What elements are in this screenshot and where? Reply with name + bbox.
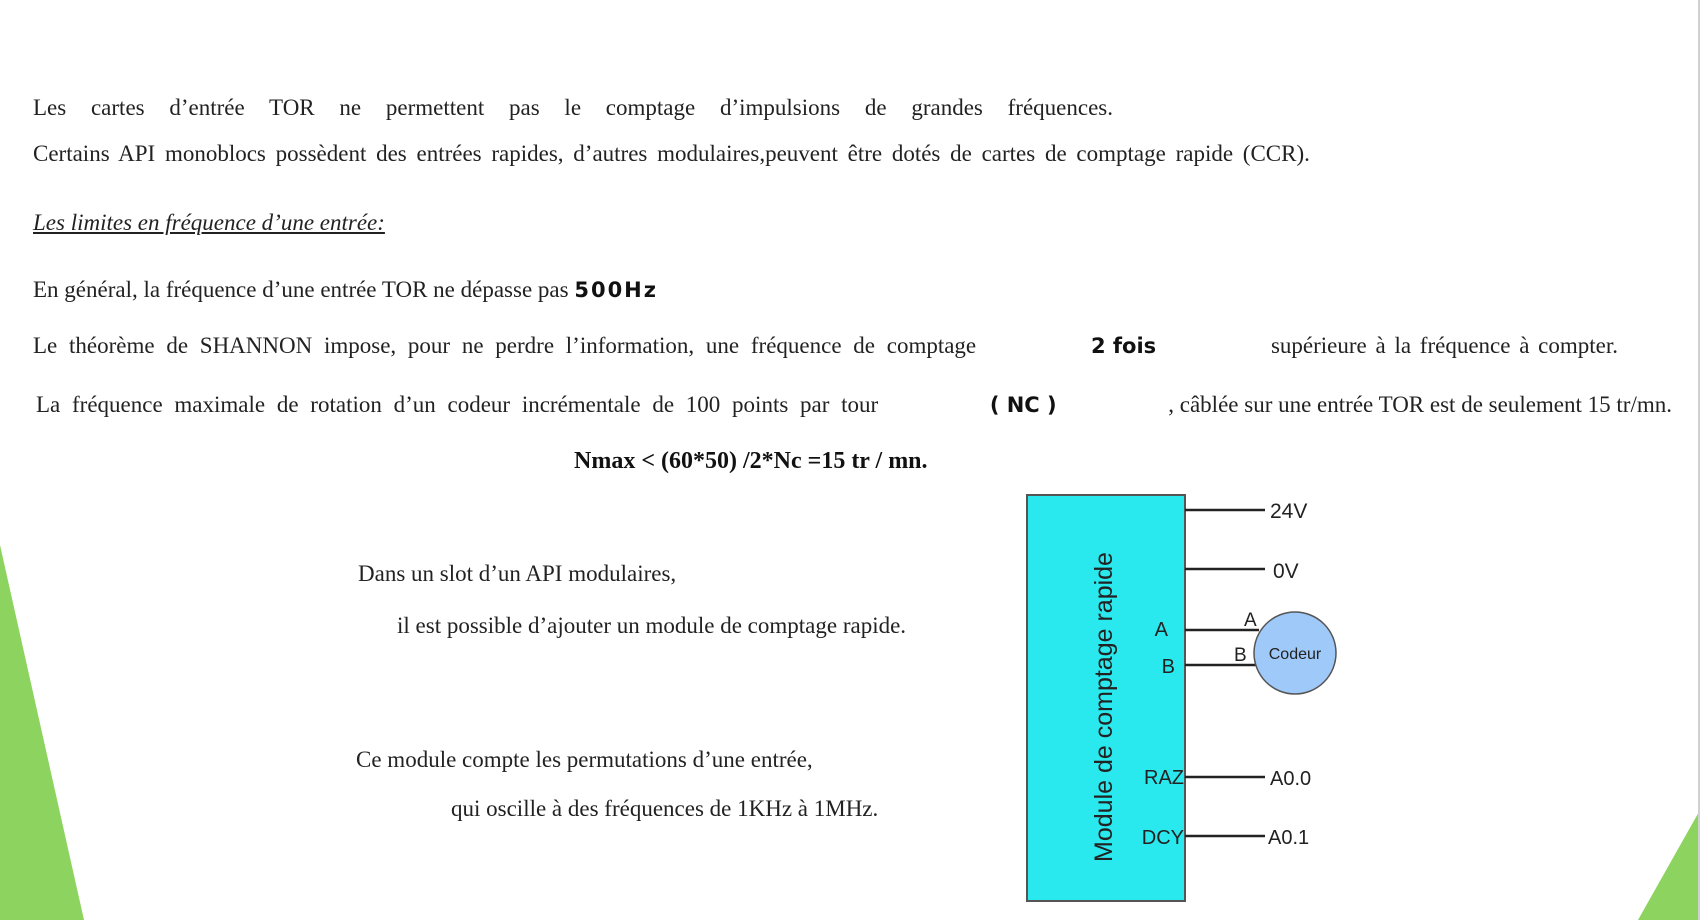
left-green-triangle: [0, 545, 84, 920]
shannon-prefix: Le théorème de SHANNON impose, pour ne perdre l’information, une fréquence de comptage: [33, 333, 977, 358]
shannon-line: [33, 333, 1618, 359]
rotation-bold: ( NC ): [989, 393, 1057, 417]
intro-line-1: Les cartes d’entrée TOR ne permettent pas le comptage d’impulsions de grandes fréquences.: [33, 95, 1113, 120]
input-label-dcy: DCY: [1141, 827, 1184, 849]
general-frequency-line: [33, 277, 658, 303]
slot-text-line-2: il est possible d’ajouter un module de comptage rapide.: [397, 613, 907, 638]
rotation-suffix: , câblée sur une entrée TOR est de seulement 15 tr/mn.: [1168, 392, 1672, 417]
section-heading: Les limites en fréquence d’une entrée:: [33, 210, 385, 235]
input-label-raz: RAZ: [1144, 767, 1184, 789]
shannon-suffix: supérieure à la fréquence à compter.: [1270, 333, 1618, 358]
input-label-b: B: [1161, 656, 1175, 678]
label-0v: 0V: [1273, 560, 1299, 583]
label-a00: A0.0: [1270, 768, 1312, 790]
wire-label-b: B: [1234, 645, 1247, 666]
encoder-label: Codeur: [1268, 646, 1322, 663]
general-frequency-text: En général, la fréquence d’une entrée TOR ne dépasse pas: [33, 277, 569, 302]
wire-label-a: A: [1244, 610, 1257, 631]
label-a01: A0.1: [1268, 827, 1310, 849]
label-24v: 24V: [1270, 500, 1308, 523]
input-label-a: A: [1154, 619, 1168, 641]
module-vertical-label: Module de comptage rapide: [1090, 552, 1118, 862]
slot-text-line-1: Dans un slot d’un API modulaires,: [358, 561, 677, 586]
shannon-bold: 2 fois: [1090, 334, 1157, 358]
right-green-triangle: [1638, 810, 1700, 920]
formula: Nmax < (60*50) /2*Nc =15 tr / mn.: [574, 448, 928, 474]
rotation-line: [36, 392, 1672, 418]
intro-line-2: Certains API monoblocs possèdent des entrées rapides, d’autres modulaires,peuvent être dotés de cartes de comptage rapide (CCR).: [33, 141, 1310, 166]
module-text-line-1: Ce module compte les permutations d’une entrée,: [356, 747, 813, 772]
counting-module-diagram: [1000, 485, 1370, 905]
module-text-line-2: qui oscille à des fréquences de 1KHz à 1MHz.: [451, 796, 879, 821]
general-frequency-value: 500Hz: [574, 278, 658, 302]
rotation-prefix: La fréquence maximale de rotation d’un codeur incrémentale de 100 points par tour: [36, 392, 879, 417]
